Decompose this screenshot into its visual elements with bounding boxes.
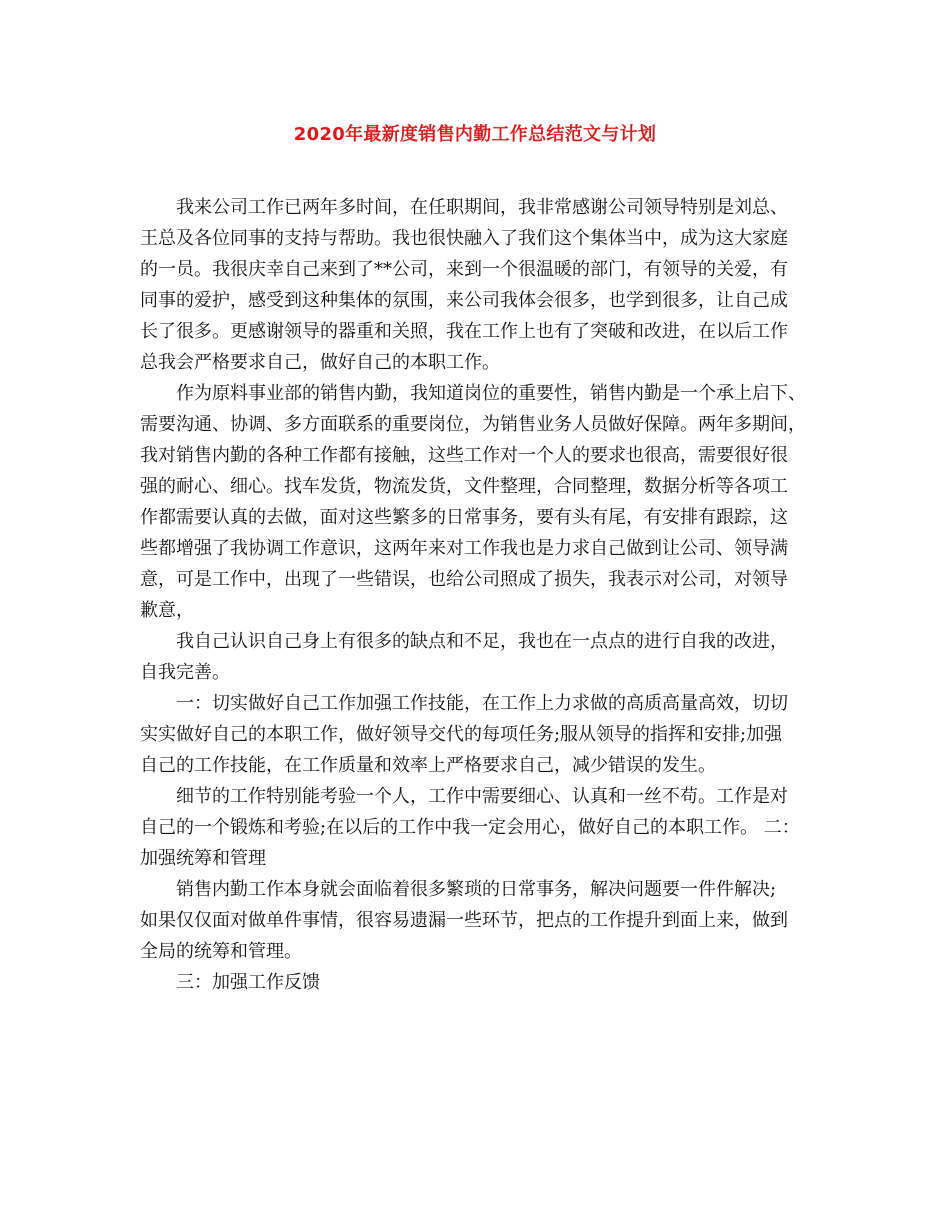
paragraph-line: 一：切实做好自己工作加强工作技能，在工作上力求做的高质高量高效，切切	[176, 693, 788, 714]
paragraph-5	[140, 781, 820, 874]
paragraph-7	[140, 967, 820, 998]
paragraph-6	[140, 874, 820, 967]
paragraph-line: 的一员。我很庆幸自己来到了**公司，来到一个很温暖的部门，有领导的关爱，有	[140, 259, 788, 280]
paragraph-line: 些都增强了我协调工作意识，这两年来对工作我也是力求自己做到让公司、领导满	[140, 538, 788, 559]
paragraph-line: 销售内勤工作本身就会面临着很多繁琐的日常事务，解决问题要一件件解决;	[176, 879, 777, 900]
paragraph-3	[140, 626, 820, 688]
paragraph-line: 全局的统筹和管理。	[140, 941, 302, 962]
paragraph-line: 自己的一个锻炼和考验;在以后的工作中我一定会用心，做好自己的本职工作。 二：	[140, 817, 800, 838]
paragraph-line: 长了很多。更感谢领导的器重和关照，我在工作上也有了突破和改进，在以后工作	[140, 321, 788, 342]
paragraph-line: 作为原料事业部的销售内勤，我知道岗位的重要性，销售内勤是一个承上启下、	[176, 383, 806, 404]
paragraph-line: 作都需要认真的去做，面对这些繁多的日常事务，要有头有尾，有安排有跟踪，这	[140, 507, 788, 528]
paragraph-line: 强的耐心、细心。找车发货，物流发货，文件整理，合同整理，数据分析等各项工	[140, 476, 788, 497]
paragraph-line: 意，可是工作中，出现了一些错误，也给公司照成了损失，我表示对公司，对领导	[140, 569, 788, 590]
paragraph-line: 同事的爱护，感受到这种集体的氛围，来公司我体会很多，也学到很多，让自己成	[140, 290, 788, 311]
paragraph-1	[140, 192, 820, 378]
paragraph-line: 自己的工作技能，在工作质量和效率上严格要求自己，减少错误的发生。	[140, 755, 716, 776]
paragraph-line: 细节的工作特别能考验一个人，工作中需要细心、认真和一丝不苟。工作是对	[176, 786, 788, 807]
paragraph-line: 需要沟通、协调、多方面联系的重要岗位，为销售业务人员做好保障。两年多期间，	[140, 414, 806, 435]
paragraph-line: 实实做好自己的本职工作，做好领导交代的每项任务;服从领导的指挥和安排;加强	[140, 724, 783, 745]
document-title: 2020年最新度销售内勤工作总结范文与计划	[293, 124, 657, 145]
paragraph-line: 如果仅仅面对做单件事情，很容易遗漏一些环节，把点的工作提升到面上来，做到	[140, 910, 788, 931]
paragraph-line: 我对销售内勤的各种工作都有接触，这些工作对一个人的要求也很高，需要很好很	[140, 445, 788, 466]
paragraph-line: 三：加强工作反馈	[176, 972, 320, 993]
paragraph-line: 加强统筹和管理	[140, 848, 266, 869]
paragraph-2	[140, 378, 820, 626]
paragraph-line: 王总及各位同事的支持与帮助。我也很快融入了我们这个集体当中，成为这大家庭	[140, 228, 788, 249]
paragraph-4	[140, 688, 820, 781]
paragraph-line: 我来公司工作已两年多时间，在任职期间，我非常感谢公司领导特别是刘总、	[176, 197, 788, 218]
paragraph-line: 自我完善。	[140, 662, 230, 683]
document-body	[140, 192, 820, 998]
paragraph-line: 总我会严格要求自己，做好自己的本职工作。	[140, 352, 500, 373]
paragraph-line: 歉意，	[140, 600, 194, 621]
paragraph-line: 我自己认识自己身上有很多的缺点和不足，我也在一点点的进行自我的改进，	[176, 631, 788, 652]
